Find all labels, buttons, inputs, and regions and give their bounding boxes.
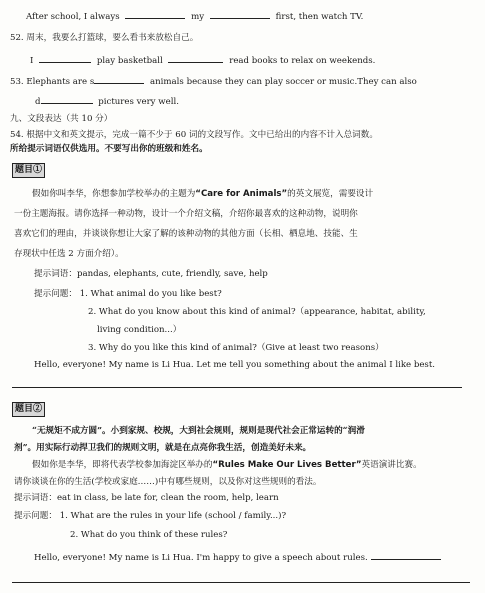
q52-text-i: I: [30, 56, 34, 66]
q54-instruction-2: 所给提示词语仅供选用。不要写出你的班级和姓名。: [10, 144, 208, 154]
q53-text-d: d: [35, 97, 41, 107]
q51-blank-1[interactable]: [125, 10, 185, 19]
q52-chinese: 周末，我要么打篮球，要么看书来放松自己。: [26, 33, 199, 43]
q52-number: 52.: [10, 33, 24, 43]
q53-text-e: pictures very well.: [98, 97, 179, 107]
topic1-question-1: [34, 289, 222, 300]
topic2-opening-blank[interactable]: [371, 551, 441, 560]
topic1-question-3: 3. Why do you like this kind of animal?（Give at least two reasons）: [88, 343, 384, 353]
topic2-para-4: 请你谈谈在你的生活(学校或家庭……)中有哪些规则，以及你对这些规则的看法。: [14, 477, 322, 487]
q53-blank-2[interactable]: [41, 95, 93, 104]
topic1-opening: Hello, everyone! My name is Li Hua. Let me tell you something about the animal I like best.: [34, 360, 436, 370]
topic2-writing-line[interactable]: [12, 582, 470, 583]
topic1-question-2b: living condition...）: [97, 325, 182, 335]
topic2-para-2: 剂”。用实际行动捍卫我们的规则文明，就是在点亮你我生活，创造美好未来。: [14, 443, 312, 453]
q52-blank-1[interactable]: [39, 54, 91, 63]
topic2-words: 提示词语：eat in class, be late for, clean the room, help, learn: [14, 493, 279, 503]
q53-number: 53.: [10, 77, 24, 87]
topic2-p3a-text: 假如你是李华，即将代表学校参加海淀区举办的: [32, 460, 213, 470]
topic1-p1-text: 假如你叫李华，你想参加学校举办的主题为: [32, 189, 196, 199]
q51-text-b: my: [191, 12, 205, 22]
topic2-question-2: 2. What do you think of these rules?: [70, 530, 228, 540]
q53-text-b: animals because they can play soccer or music.They can also: [150, 77, 417, 87]
q52-blank-2[interactable]: [168, 54, 223, 63]
q52-text-mid: play basketball: [96, 56, 163, 66]
topic1-question-2: 2. What do you know about this kind of animal?（appearance, habitat, ability,: [88, 307, 426, 317]
topic2-para-1: “无规矩不成方圆”。小到家规、校规，大到社会规则，规则是现代社会正常运转的“润滑: [32, 426, 365, 436]
q51-text-c: first, then watch TV.: [275, 12, 364, 22]
topic1-theme: “Care for Animals”: [195, 189, 288, 199]
topic1-writing-line[interactable]: [12, 387, 462, 388]
q53-text-a: Elephants are s: [26, 77, 95, 87]
q53-blank-1[interactable]: [94, 75, 144, 84]
q52-line: [30, 54, 375, 67]
topic1-para-3: 喜欢它们的理由，并谈谈你想让大家了解的该种动物的其他方面（长相、栖息地、技能、生: [14, 229, 358, 239]
topic2-q1-text: 1. What are the rules in your life (school / family...)?: [59, 511, 287, 521]
section9-title: 九、文段表达（共 10 分）: [10, 114, 113, 124]
q54-instruction-1: [10, 130, 378, 141]
q53-line-1: [10, 75, 417, 88]
topic2-opening: [34, 551, 444, 564]
q51-text-a: After school, I always: [26, 12, 120, 22]
topic1-p1b-text: 的英文展览，需要设计: [287, 189, 374, 199]
topic1-q1-text: 1. What animal do you like best?: [79, 289, 222, 299]
topic2-q-label: 提示问题：: [14, 511, 57, 521]
topic2-opening-text: Hello, everyone! My name is Li Hua. I'm happy to give a speech about rules.: [34, 553, 368, 563]
q51-line: [26, 10, 363, 23]
q53-line-2: [35, 95, 179, 108]
topic1-q-label: 提示问题：: [34, 289, 77, 299]
q52-text-end: read books to relax on weekends.: [229, 56, 376, 66]
topic1-label: 题目①: [12, 163, 45, 178]
topic2-para-3: [32, 460, 422, 471]
q52-prompt: [10, 33, 198, 44]
topic1-para-1: [32, 189, 373, 200]
topic2-p3c-text: 英语演讲比赛。: [361, 460, 422, 470]
topic2-contest-title: “Rules Make Our Lives Better”: [212, 460, 362, 470]
topic1-para-4: 存现状中任选 2 方面介绍）。: [14, 249, 124, 259]
topic1-words: 提示词语：pandas, elephants, cute, friendly, save, help: [34, 269, 268, 279]
q51-blank-2[interactable]: [210, 10, 270, 19]
topic2-question-1: [14, 511, 286, 522]
topic2-label: 题目②: [12, 402, 45, 417]
q54-line1-text: 54. 根据中文和英文提示，完成一篇不少于 60 词的文段写作。文中已给出的内容不计入总词数。: [10, 130, 378, 140]
topic1-para-2: 一份主题海报。请你选择一种动物，设计一个介绍文稿，介绍你最喜欢的这种动物，说明你: [14, 209, 358, 219]
